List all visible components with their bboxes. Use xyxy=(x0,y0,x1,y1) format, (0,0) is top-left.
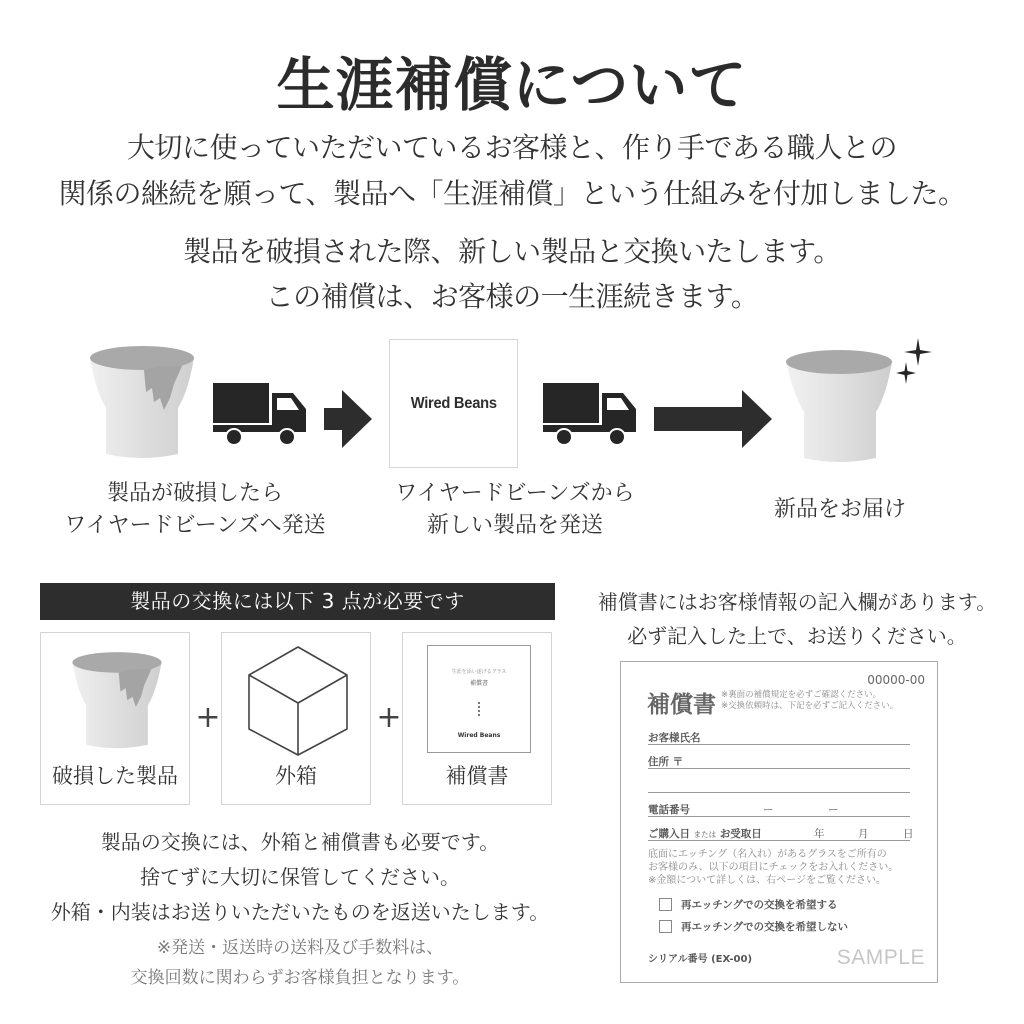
requirement-certificate xyxy=(402,632,552,805)
flow-step-1-line-2: ワイヤードビーンズへ発送 xyxy=(64,513,326,538)
brand-logo: Wired Beans xyxy=(410,394,497,412)
requirement-outer-box xyxy=(221,632,371,805)
year-label: 年 xyxy=(814,828,825,840)
phone-separator: ー xyxy=(828,804,839,816)
re-etching-no-label: 再エッチングでの交換を希望しない xyxy=(681,921,849,933)
new-cup-icon xyxy=(784,348,896,466)
broken-cup-icon xyxy=(69,649,165,753)
re-etching-yes-option[interactable] xyxy=(659,897,838,912)
purchase-date-label: ご購入日 xyxy=(648,828,690,840)
flow-step-3-label: 新品をお届け xyxy=(773,497,906,522)
phone-label: 電話番号 xyxy=(648,804,690,816)
address-label: 住所 〒 xyxy=(648,756,684,768)
address-field[interactable] xyxy=(648,754,910,769)
mini-doc-divider xyxy=(478,702,482,716)
intro-line-1: 大切に使っていただいているお客様と、作り手である職人との xyxy=(126,131,897,164)
shipping-fee-note-2: 交換回数に関わらずお客様負担となります。 xyxy=(130,968,470,988)
page-title: 生涯補償について xyxy=(276,51,748,119)
phone-separator: ー xyxy=(763,804,774,816)
serial-number-label: シリアル番号 (EX-00) xyxy=(648,954,753,965)
requirement-note-2: 捨てずに大切に保管してください。 xyxy=(140,865,460,889)
form-note-2: 必ず記入した上で、お送りください。 xyxy=(627,624,967,648)
flow-step-1-label xyxy=(50,478,340,542)
requirement-label: 補償書 xyxy=(445,764,509,788)
etching-info-line-1: 底面にエッチング（名入れ）があるグラスをご所有の xyxy=(648,849,887,860)
purchase-date-field[interactable] xyxy=(648,826,914,841)
form-title: 補償書 xyxy=(647,692,716,718)
customer-name-label: お客様氏名 xyxy=(648,732,701,744)
document-icon xyxy=(427,645,531,753)
customer-name-field[interactable] xyxy=(648,730,910,745)
re-etching-yes-checkbox[interactable] xyxy=(659,898,672,911)
re-etching-no-checkbox[interactable] xyxy=(659,920,672,933)
mini-doc-tagline: 生涯を添い遂げるグラス xyxy=(451,669,507,675)
sparkle-icon xyxy=(894,338,934,390)
broken-cup-icon xyxy=(86,344,198,462)
address-field-line-2[interactable] xyxy=(648,778,910,793)
requirement-note-1: 製品の交換には、外箱と補償書も必要です。 xyxy=(100,830,500,854)
requirement-broken-product xyxy=(40,632,190,805)
requirement-label: 破損した製品 xyxy=(52,764,178,788)
summary-line-2: この補償は、お客様の一生涯続きます。 xyxy=(265,280,759,313)
intro-line-2: 関係の継続を願って、製品へ「生涯補償」という仕組みを付加しました。 xyxy=(58,177,966,210)
mini-doc-title: 補償書 xyxy=(469,680,488,687)
month-label: 月 xyxy=(858,828,869,840)
flow-step-2-line-1: ワイヤードビーンズから xyxy=(395,481,635,506)
re-etching-no-option[interactable] xyxy=(659,919,848,934)
form-title-note-2: ※交換依頼時は、下記を必ずご記入ください。 xyxy=(721,701,899,711)
form-note-1: 補償書にはお客様情報の記入欄があります。 xyxy=(597,590,997,614)
certificate-form-sample xyxy=(620,661,938,983)
form-title-note-1: ※裏面の補償規定を必ずご確認ください。 xyxy=(721,690,882,700)
summary-line-1: 製品を破損された際、新しい製品と交換いたします。 xyxy=(183,235,841,268)
flow-step-1-line-1: 製品が破損したら xyxy=(106,481,283,506)
re-etching-yes-label: 再エッチングでの交換を希望する xyxy=(681,899,838,911)
day-label: 日 xyxy=(903,828,914,840)
requirements-banner: 製品の交換には以下 3 点が必要です xyxy=(40,583,555,620)
shipping-fee-note-1: ※発送・返送時の送料及び手数料は、 xyxy=(156,938,444,958)
requirement-label: 外箱 xyxy=(275,764,317,788)
sample-watermark: SAMPLE xyxy=(836,946,925,969)
form-serial-number: 00000-00 xyxy=(867,673,925,687)
form-title-notes xyxy=(721,690,898,712)
box-icon xyxy=(247,645,349,757)
receipt-date-label: お受取日 xyxy=(719,828,762,840)
truck-icon xyxy=(543,383,637,447)
wired-beans-logo-box xyxy=(389,339,518,468)
plus-icon: + xyxy=(195,700,221,735)
flow-step-2-line-2: 新しい製品を発送 xyxy=(426,513,603,538)
plus-icon: + xyxy=(376,700,402,735)
mini-doc-logo: Wired Beans xyxy=(457,732,501,739)
arrow-right-icon xyxy=(324,390,372,448)
etching-info xyxy=(648,848,898,887)
flow-step-2-label xyxy=(370,478,660,542)
or-label: または xyxy=(693,830,717,839)
etching-info-line-2: お客様のみ、以下の項目にチェックをお入れください。 xyxy=(648,862,899,873)
arrow-right-icon xyxy=(654,390,772,448)
etching-info-line-3: ※金額について詳しくは、右ページをご覧ください。 xyxy=(648,875,886,886)
requirement-note-3: 外箱・内装はお送りいただいたものを返送いたします。 xyxy=(50,900,550,924)
truck-icon xyxy=(213,383,307,447)
phone-field[interactable] xyxy=(648,802,910,817)
